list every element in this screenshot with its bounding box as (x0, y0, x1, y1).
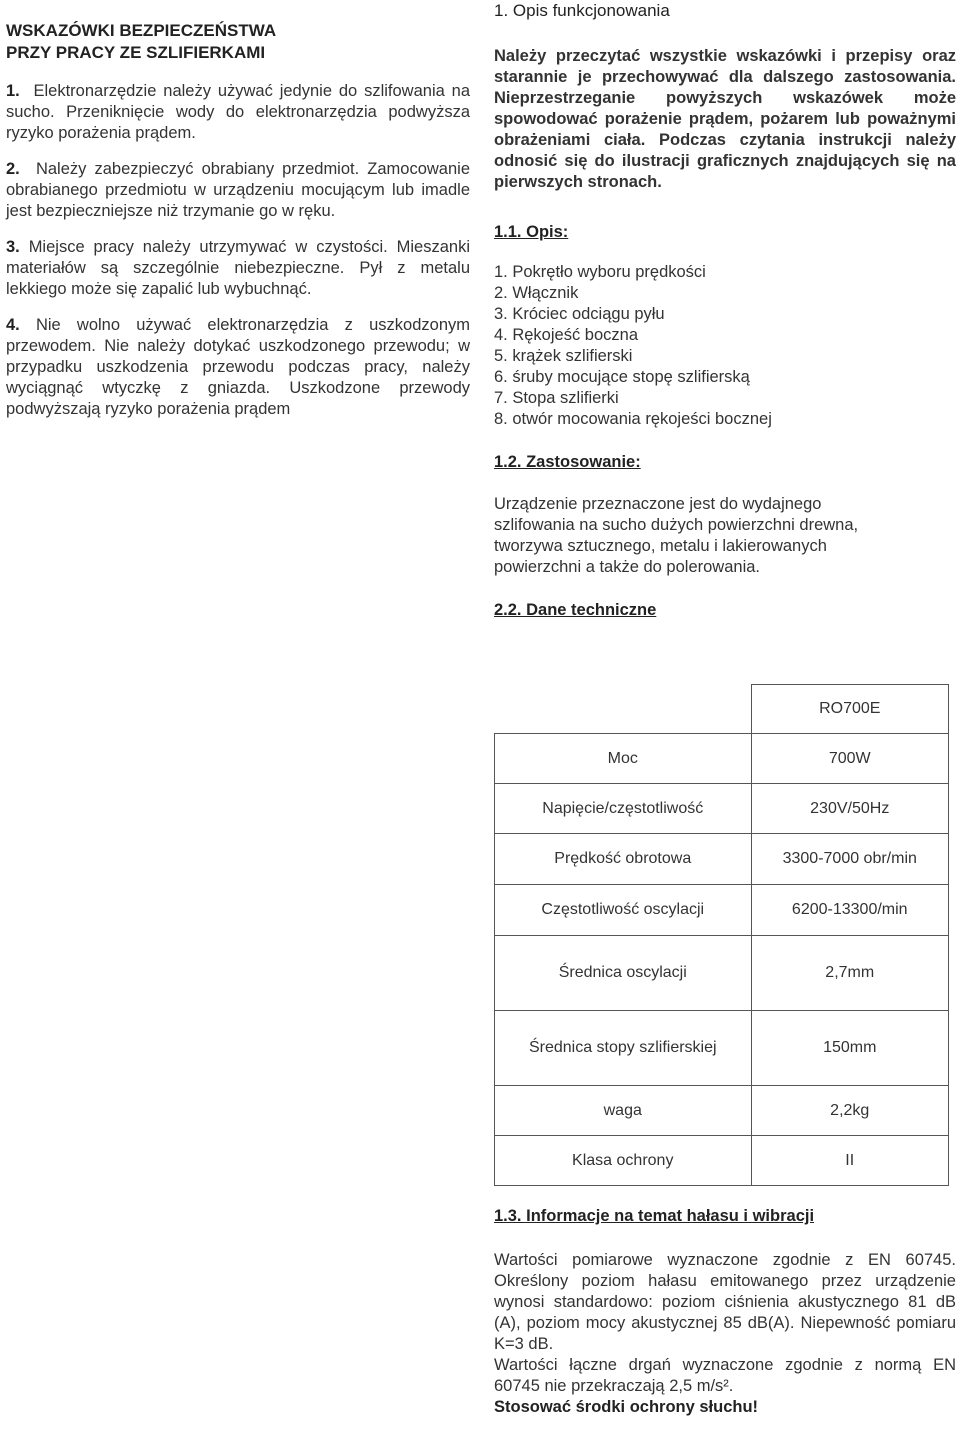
table-value-cell: 2,2kg (751, 1086, 949, 1136)
list-item: 2. Włącznik (494, 284, 579, 302)
table-corner-cell (495, 685, 752, 734)
table-row (495, 734, 949, 784)
hearing-protection-warning: Stosować środki ochrony słuchu! (494, 1398, 759, 1416)
noise-section (494, 1206, 956, 1418)
table-label-cell: Klasa ochrony (495, 1136, 752, 1186)
subsection-title-halas: 1.3. Informacje na temat hałasu i wibracji (494, 1207, 815, 1225)
table-value-cell: 6200-13300/min (751, 885, 949, 936)
table-value-cell: 3300-7000 obr/min (751, 834, 949, 885)
table-label-cell: Prędkość obrotowa (495, 834, 752, 885)
table-value-cell: 2,7mm (751, 936, 949, 1011)
zastosowanie-line: powierzchni a także do polerowania. (494, 558, 760, 576)
table-value-cell: II (751, 1136, 949, 1186)
table-label-cell: Średnica stopy szlifierskiej (495, 1011, 752, 1086)
safety-item-number: 4. (6, 316, 20, 334)
subsection-title-zastosowanie: 1.2. Zastosowanie: (494, 453, 641, 471)
list-item: 4. Rękojeść boczna (494, 326, 638, 344)
list-item: 5. krążek szlifierski (494, 347, 633, 365)
table-label-cell: Moc (495, 734, 752, 784)
zastosowanie-line: tworzywa sztucznego, metalu i lakierowanych (494, 537, 827, 555)
zastosowanie-line: Urządzenie przeznaczone jest do wydajnego (494, 495, 822, 513)
safety-item-number: 3. (6, 238, 20, 256)
list-item: 8. otwór mocowania rękojeści bocznej (494, 410, 772, 428)
table-label-cell: waga (495, 1086, 752, 1136)
table-row (495, 936, 949, 1011)
table-label-cell: Średnica oscylacji (495, 936, 752, 1011)
list-item: 1. Pokrętło wyboru prędkości (494, 263, 706, 281)
list-item: 7. Stopa szlifierki (494, 389, 619, 407)
table-row (495, 885, 949, 936)
table-row (495, 834, 949, 885)
vibration-text: Wartości łączne drgań wyznaczone zgodnie z normą EN 60745 nie przekraczają 2,5 m/s². (494, 1356, 956, 1395)
parts-list (494, 262, 956, 430)
safety-item-number: 1. (6, 82, 20, 100)
safety-item-text: Elektronarzędzie należy używać jedynie do szlifowania na sucho. Przeniknięcie wody do elektronarzędzia podwyższa ryzyko porażenia prądem. (6, 82, 470, 142)
technical-data-table (494, 684, 949, 1186)
list-item: 6. śruby mocujące stopę szlifierską (494, 368, 750, 386)
noise-text: Wartości pomiarowe wyznaczone zgodnie z EN 60745. Określony poziom hałasu emitowanego przez urządzenie wynosi standardowo: poziom ciśnienia akustycznego 81 dB (A), poziom mocy akustycznej 85 dB(A). Niepewność pomiaru K=3 dB. (494, 1251, 956, 1353)
safety-item-4 (6, 315, 470, 420)
safety-item-1 (6, 81, 470, 144)
table-row (495, 1136, 949, 1186)
safety-item-number: 2. (6, 160, 20, 178)
safety-item-text: Należy zabezpieczyć obrabiany przedmiot. Zamocowanie obrabianego przedmiotu w urządzeniu mocującym lub imadle jest bezpieczniejsze niż trzymanie go w ręku. (6, 160, 470, 220)
table-model-header: RO700E (751, 685, 949, 734)
table-value-cell: 700W (751, 734, 949, 784)
table-label-cell: Napięcie/częstotliwość (495, 784, 752, 834)
list-item: 3. Króciec odciągu pyłu (494, 305, 665, 323)
subsection-title-dane-techniczne: 2.2. Dane techniczne (494, 601, 657, 619)
safety-heading-line1: WSKAZÓWKI BEZPIECZEŃSTWA (6, 21, 277, 40)
subsection-title-opis: 1.1. Opis: (494, 223, 569, 241)
table-row (495, 784, 949, 834)
safety-column (6, 20, 470, 420)
table-row (495, 685, 949, 734)
safety-heading-line2: PRZY PRACY ZE SZLIFIERKAMI (6, 43, 266, 62)
zastosowanie-line: szlifowania na sucho dużych powierzchni drewna, (494, 516, 859, 534)
safety-item-3 (6, 237, 470, 300)
description-column (494, 0, 956, 1416)
table-row (495, 1011, 949, 1086)
table-label-cell: Częstotliwość oscylacji (495, 885, 752, 936)
table-value-cell: 230V/50Hz (751, 784, 949, 834)
section-title-opis-funkcjonowania: 1. Opis funkcjonowania (494, 1, 670, 20)
safety-item-text: Nie wolno używać elektronarzędzia z uszkodzonym przewodem. Nie należy dotykać uszkodzonego przewodu; w przypadku uszkodzenia przewodu podczas pracy, należy wyciągnąć wtyczkę z gniazda. Uszkodzone przewody podwyższają ryzyko porażenia prądem (6, 316, 470, 418)
safety-item-text: Miejsce pracy należy utrzymywać w czystości. Mieszanki materiałów są szczególnie niebezpieczne. Pył z metalu lekkiego może się zapalić lub wybuchnąć. (6, 238, 470, 298)
safety-item-2 (6, 159, 470, 222)
section-intro-text: Należy przeczytać wszystkie wskazówki i przepisy oraz starannie je przechowywać dla dalszego zastosowania. Nieprzestrzeganie powyższych wskazówek może spowodować porażenie prądem, pożarem lub poważnymi obrażeniami ciała. Podczas czytania instrukcji należy odnosić się do ilustracji graficznych znajdujących się na pierwszych stronach. (494, 47, 956, 191)
table-row (495, 1086, 949, 1136)
table-value-cell: 150mm (751, 1011, 949, 1086)
